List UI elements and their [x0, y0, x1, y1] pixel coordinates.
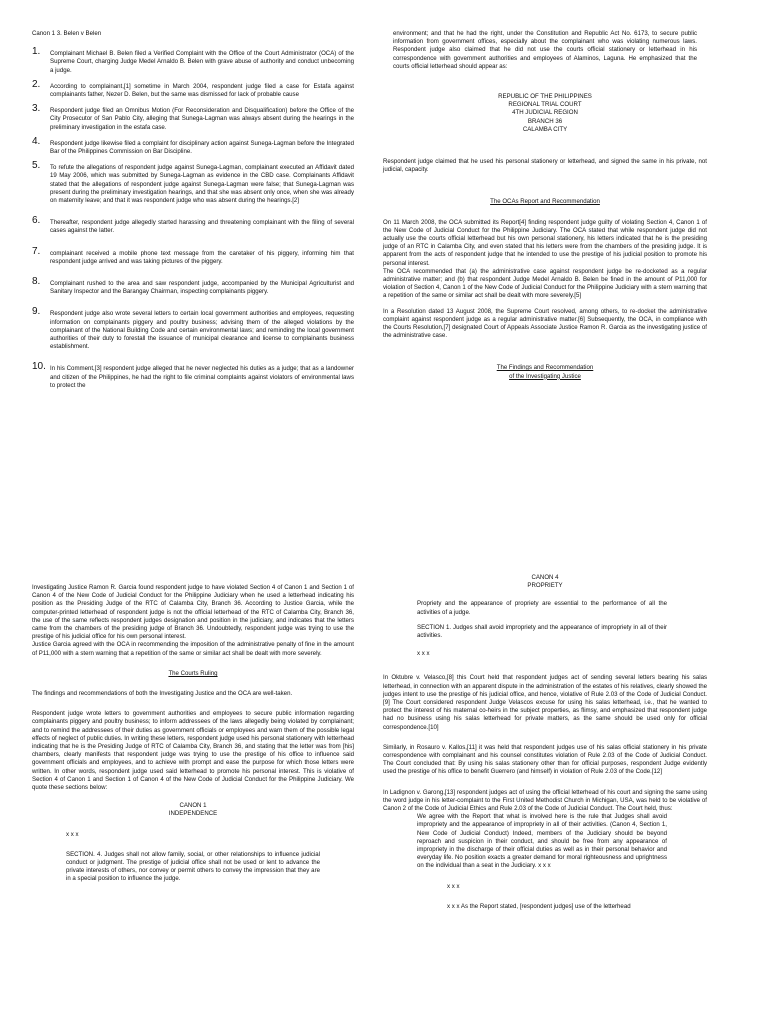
list-item [32, 306, 354, 351]
item-number: 2. [32, 78, 41, 90]
canon-number: CANON 1 [179, 802, 207, 810]
item-number: 3. [32, 103, 41, 115]
canon-number: CANON 4 [531, 574, 559, 581]
paragraph: In Oktubre v. Velasco,[8] this Court held that respondent judges act of sending several letters bearing his salas letterhead, in connection with an apparent dispute in the administration of the estates of his relatives, clearly showed the judges intent to use the prestige of his judicial office, and hence, violative of Rule 2.03 of the Code of Judicial Conduct.[9] The Court considered respondent Judge Velascos excuse for using his salas letterhead, i.e., that he wanted to protect the interest of his maternal co-heirs in the subject properties, as flimsy, and emphasized that respondent judge had no business using his salas letterhead for private matters, as the same should be used only for official correspondence.[10] [383, 674, 707, 731]
paragraph: Respondent judge claimed that he used his personal stationery or letterhead, and signed the same in his private, not judicial, capacity. [383, 158, 707, 174]
paragraph: Similarly, in Rosauro v. Kallos,[11] it was held that respondent judges use of his salas official stationery in his private correspondence with complainant and his counsel constitutes violation of Rule 2.03 of the Code of Judicial Conduct. The Court concluded that: By using his salas stationery other than for official purposes, respondent Judge evidently used the prestige of his office to benefit Guerrero (and himself) in violation of Rule 2.03 of the Code.[12] [383, 743, 707, 776]
list-item [32, 78, 354, 99]
item-text: Respondent judge also wrote several letters to certain local government authorities and employees, requesting information on complainants piggery and poultry business; advising them of the alleged violations by the complainant of the National Building Code and certain environmental laws; and reminding the local government authorities of their duty to forestall the issuance of municipal clearance and license to complainants business establishment. [50, 310, 354, 351]
ellipsis: x x x [417, 650, 430, 658]
list-item [32, 245, 354, 266]
paragraph: x x x As the Report stated, [respondent judges] use of the letterhead [447, 902, 631, 910]
item-text: Respondent judge likewise filed a complaint for disciplinary action against Sunega-Lagman before the Integrated Bar of the Philippines Commission on Bar Discipline. [50, 139, 354, 156]
paragraph: Respondent judge wrote letters to government authorities and employees to secure public information regarding complainants piggery and poultry business; to inform addressees of the laws allegedly being violated by complainant; and to remind the addressees of their duties as government officials or employees and warn them of the possible legal effects of neglect of public duties. In writing these letters, respondent judge used his personal stationery with letterhead indicating that he is the Presiding Judge of RTC of Calamba City, Branch 36, and stating that the letter was from [his] chambers, clearly manifests that respondent judge was trying to use the prestige of his office to influence said government officials and employees, and to achieve with prompt and ease the purpose for which those letters were written. In other words, respondent judge used said letterhead to promote his personal interest. This is violative of Section 4 of Canon 1 and Section 1 of Canon 4 of the New Code of Judicial Conduct for the Philippine Judiciary. We quote these sections below: [32, 710, 354, 792]
column-bottom-left [32, 584, 354, 891]
section-heading: The Findings and Recommendation [496, 364, 594, 372]
court-letterhead [383, 93, 707, 134]
paragraph: The findings and recommendations of both the Investigating Justice and the OCA are well-taken. [32, 690, 293, 698]
section-heading: The OCAs Report and Recommendation [490, 198, 600, 206]
column-top-left [32, 30, 354, 398]
list-item [32, 276, 354, 296]
canon-title: INDEPENDENCE [168, 810, 218, 818]
item-text: To refute the allegations of respondent judge against Sunega-Lagman, complainant executed an Affidavit dated 19 May 2006, which was submitted by Sunega-Lagman as evidence in the CBD case. Complainants Affidavit stated that the allegations of respondent judge against Sunega-Lagman were false; that Sunega-Lagman was present during the preliminary investigation hearings, and that she was absent only once, when she was already on maternity leave; and that it was respondent judge who was absent during the hearings.[2] [50, 164, 354, 205]
section-heading: of the Investigating Justice [509, 372, 581, 380]
block-quote: We agree with the Report that what is involved here is the rule that Judges shall avoid impropriety and the appearance of impropriety in all of their activities. (Canon 4, Section 1, New Code of Judicial Conduct) Indeed, members of the Judiciary should be beyond reproach and suspicion in their conduct, and should be free from any appearance of impropriety in the discharge of their official duties as well as in their personal behavior and everyday life. No position exacts a greater demand for moral righteousness and uprightness on the individual than a seat in the Judiciary. x x x [417, 813, 667, 870]
canon-section: SECTION 1. Judges shall avoid impropriety and the appearance of impropriety in all of their activities. [417, 623, 667, 640]
canon-heading [32, 802, 354, 818]
canon-heading [383, 574, 707, 590]
list-item [32, 361, 354, 390]
letterhead-line: BRANCH 36 [527, 117, 563, 125]
section-heading: The Courts Ruling [168, 669, 218, 677]
column-bottom-right [383, 574, 707, 918]
list-item [32, 215, 354, 235]
item-text: Complainant rushed to the area and saw respondent judge, accompanied by the Municipal Agriculturist and Sanitary Inspector and the Barangay Chairman, inspecting complainants piggery. [50, 280, 354, 296]
item-number: 7. [32, 245, 41, 257]
paragraph: On 11 March 2008, the OCA submitted its Report[4] finding respondent judge guilty of violating Section 4, Canon 1 of the New Code of Judicial Conduct for the Philippine Judiciary. The OCA stated that while respondent judge did not actually use the courts official letterhead but his own personal stationery, his letters indicated that he is the presiding judge of an RTC in Calamba City, and even stated that his letters were from the chambers of the presiding judge. It is apparent from the acts of respondent judge that he intended to use the prestige of his judicial position to promote his personal interest. [383, 218, 707, 267]
document-title: Canon 1 3. Belen v Belen [32, 30, 102, 37]
paragraph: The OCA recommended that (a) the administrative case against respondent judge be re-docketed as a regular administrative matter; and (b) that respondent Judge Medel Arnaldo B. Belen be fined in the amount of P11,000 for violation of Section 4, Canon 1 of the New Code of Judicial Conduct for the Philippine Judiciary with a stern warning that a repetition of the same or similar act shall be dealt with more severely.[5] [383, 267, 707, 300]
item-number: 5. [32, 160, 41, 172]
numbered-list [32, 46, 354, 390]
item-number: 1. [32, 46, 41, 58]
letterhead-line: REPUBLIC OF THE PHILIPPINES [498, 93, 592, 101]
item-text: In his Comment,[3] respondent judge alleged that he never neglected his duties as a judge; that as a landowner and citizen of the Philippines, he had the right to file criminal complaints against violators of environmental laws to protect the [50, 365, 354, 389]
paragraph: Justice Garcia agreed with the OCA in recommending the imposition of the administrative penalty of fine in the amount of P11,000 with a stern warning that a repetition of the same or similar act shall be dealt with more severely. [32, 641, 354, 657]
column-top-right [383, 30, 707, 391]
item-text: According to complainant,[1] sometime in March 2004, respondent judge filed a case for Estafa against complainants father, Nezer D. Belen, but the same was dismissed for lack of probable cause [50, 82, 354, 99]
ellipsis: x x x [447, 882, 460, 890]
item-text: Thereafter, respondent judge allegedly started harassing and threatening complainant with the filing of several cases against the latter. [50, 219, 354, 235]
item-number: 4. [32, 135, 41, 147]
paragraph: Investigating Justice Ramon R. Garcia found respondent judge to have violated Section 4 of Canon 1 and Section 1 of Canon 4 of the New Code of Judicial Conduct for the Philippine Judiciary when he used a letterhead indicating his position as the Presiding Judge of the RTC of Calamba City, Branch 36. According to Justice Garcia, while the computer-printed letterhead of respondent judge is not the official letterhead of the RTC of Calamba City, Branch 36, the use of the same reflects respondent judges designation and position in the judiciary, and indicates that the letters came from the chambers of the presiding judge of Branch 36. Undoubtedly, respondent judge was trying to use the prestige of his judicial office for his own personal interest. [32, 584, 354, 641]
paragraph: In Ladignon v. Garong,[13] respondent judges act of using the official letterhead of his court and signing the same using the word judge in his letter-complaint to the First United Methodist Church in Michigan, USA, was held to be violative of Canon 2 of the Code of Judicial Ethics and Rule 2.03 of the Code of Judicial Conduct. The Court held, thus: [383, 788, 707, 813]
item-number: 8. [32, 276, 41, 288]
item-number: 6. [32, 215, 41, 227]
paragraph: Propriety and the appearance of propriety are essential to the performance of all the activities of a judge. [417, 600, 667, 616]
item-text: Complainant Michael B. Belen filed a Verified Complaint with the Office of the Court Administrator (OCA) of the Supreme Court, charging Judge Medel Arnaldo B. Belen with grave abuse of authority and conduct unbecoming a judge. [50, 50, 354, 74]
canon-title: PROPRIETY [527, 582, 563, 590]
list-item [32, 103, 354, 132]
paragraph: environment; and that he had the right, under the Constitution and Republic Act No. 6173, to secure public information from government offices, especially about the complainant who was violating numerous laws. Respondent judge also claimed that he did not use the courts official stationery or letterhead in his correspondence with government authorities and employees of Alaminos, Laguna. He emphasized that the courts official letterhead should appear as: [393, 30, 697, 70]
item-text: complainant received a mobile phone text message from the caretaker of his piggery, informing him that respondent judge arrived and was taking pictures of the piggery. [50, 249, 354, 265]
item-text: Respondent judge filed an Omnibus Motion (For Reconsideration and Disqualification) before the Office of the City Prosecutor of San Pablo City, alleging that Sunega-Lagman was always absent during the hearings in the preliminary investigation in the estafa case. [50, 107, 354, 131]
paragraph: In a Resolution dated 13 August 2008, the Supreme Court resolved, among others, to re-docket the administrative complaint against respondent judge as a regular administrative matter.[6] Subsequently, the OCA, in compliance with the Courts Resolution,[7] designated Court of Appeals Associate Justice Ramon R. Garcia as the investigating justice of the administrative case. [383, 307, 707, 340]
item-number: 9. [32, 306, 41, 318]
list-item [32, 160, 354, 205]
list-item [32, 135, 354, 156]
letterhead-line: CALAMBA CITY [522, 125, 568, 133]
ellipsis: x x x [66, 830, 79, 838]
letterhead-line: 4TH JUDICIAL REGION [512, 109, 578, 117]
letterhead-line: REGIONAL TRIAL COURT [508, 101, 582, 109]
item-number: 10. [32, 361, 46, 373]
canon-section: SECTION. 4. Judges shall not allow family, social, or other relationships to influence judicial conduct or judgment. The prestige of judicial office shall not be used or lent to advance the private interests of others, nor convey or permit others to convey the impression that they are in a special position to influence the judge. [66, 850, 320, 883]
list-item [32, 46, 354, 75]
